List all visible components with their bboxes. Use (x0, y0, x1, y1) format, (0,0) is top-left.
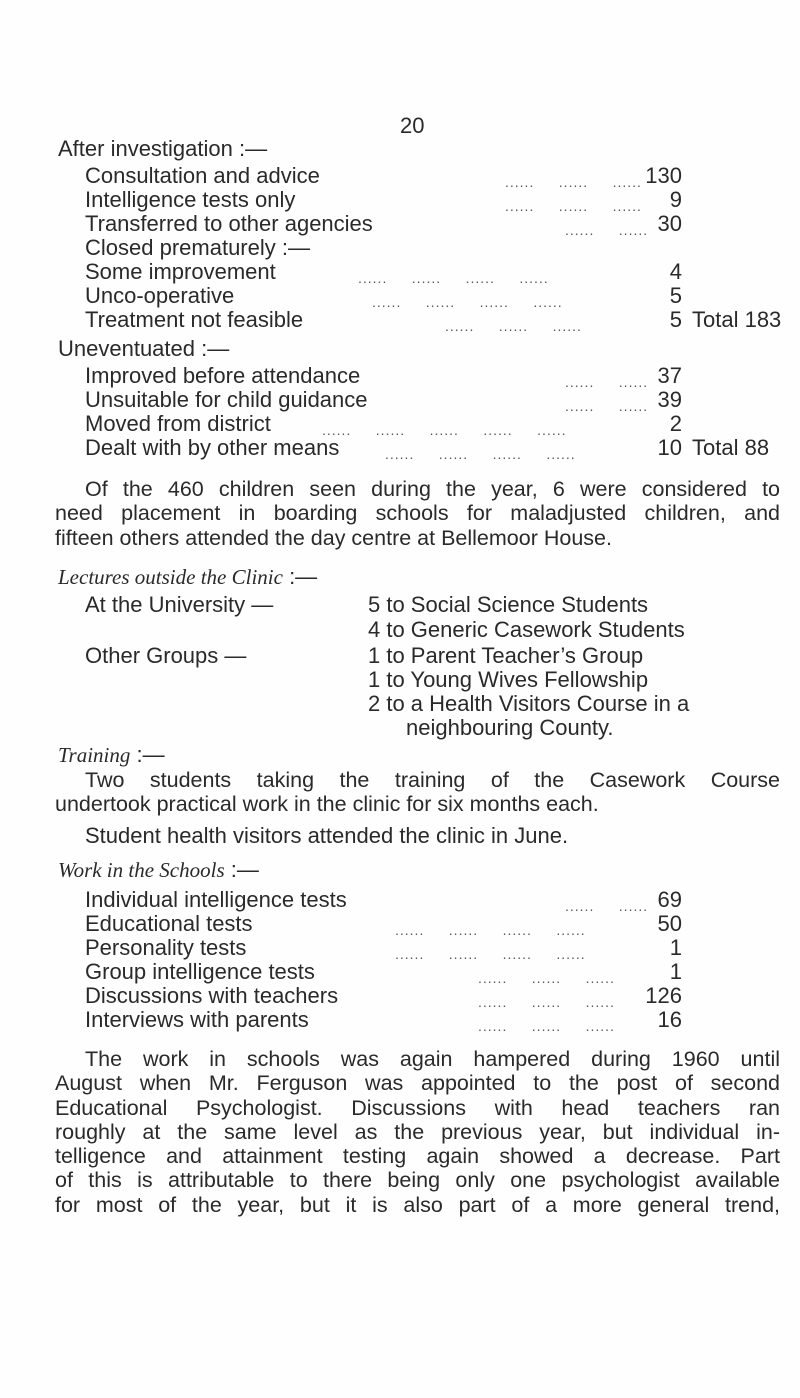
paragraph-line: roughly at the same level as the previous year, but individual in- (55, 1119, 780, 1144)
dot-leader: ...... ...... ...... ...... (385, 446, 576, 462)
stat-total: Total 183 (692, 307, 782, 332)
stat-label: Transferred to other agencies (85, 211, 373, 236)
lecture-item: 5 to Social Science Students (368, 592, 649, 617)
training-paragraph (55, 768, 780, 817)
stat-value: 10 (657, 435, 682, 460)
stat-label: Unco-operative (85, 283, 235, 308)
stat-value: 5 (669, 283, 682, 308)
school-item-label: Personality tests (85, 935, 247, 960)
heading-suffix: :— (130, 742, 165, 767)
closed-prematurely-heading: Closed prematurely :— (85, 235, 310, 260)
schools-heading-text: Work in the Schools (58, 858, 225, 882)
stat-value: 37 (657, 363, 682, 388)
stat-label: Consultation and advice (85, 163, 320, 188)
paragraph-line: Two students taking the training of the Casework Course (85, 768, 780, 792)
stat-label: Moved from district (85, 411, 271, 436)
school-item-label: Interviews with parents (85, 1007, 309, 1032)
student-visitors-text: Student health visitors attended the clinic in June. (85, 823, 569, 848)
dot-leader: ...... ...... (565, 898, 649, 914)
school-item-value: 16 (657, 1007, 682, 1032)
stat-value: 4 (669, 259, 682, 284)
lectures-heading-text: Lectures outside the Clinic (58, 565, 283, 589)
lecture-item: neighbouring County. (406, 715, 614, 740)
paragraph-line: fifteen others attended the day centre at Bellemoor House. (55, 525, 612, 550)
university-label: At the University — (85, 592, 274, 617)
paragraph-line: The work in schools was again hampered during 1960 until (85, 1047, 780, 1071)
dot-leader: ...... ...... (565, 398, 649, 414)
paragraph-line: Of the 460 children seen during the year, 6 were considered to (85, 477, 780, 501)
dot-leader: ...... ...... ...... ...... (358, 270, 549, 286)
school-item-value: 126 (645, 983, 682, 1008)
stat-value: 130 (645, 163, 682, 188)
heading-suffix: :— (282, 564, 318, 589)
schools-paragraph (55, 1047, 780, 1217)
paragraph-line: undertook practical work in the clinic for six months each. (55, 792, 599, 817)
paragraph-line: telligence and attainment testing again showed a decrease. Part (55, 1144, 780, 1169)
dot-leader: ...... ...... ...... ...... (395, 946, 586, 962)
school-item-value: 50 (657, 911, 682, 936)
paragraph-line: of this is attributable to there being only one psychologist available (55, 1168, 780, 1193)
other-groups-label: Other Groups — (85, 643, 247, 668)
lecture-item: 2 to a Health Visitors Course in a (368, 691, 690, 716)
uneventuated-heading: Uneventuated :— (58, 336, 230, 361)
school-item-value: 1 (669, 935, 682, 960)
schools-heading (58, 858, 259, 882)
after-investigation-heading: After investigation :— (58, 136, 268, 161)
dot-leader: ...... ...... ...... (505, 174, 642, 190)
school-item-label: Group intelligence tests (85, 959, 315, 984)
paragraph-line: need placement in boarding schools for maladjusted children, and (55, 501, 780, 526)
dot-leader: ...... ...... ...... ...... (372, 294, 563, 310)
paragraph-line: Educational Psychologist. Discussions with head teachers ran (55, 1095, 780, 1120)
dot-leader: ...... ...... ...... (478, 970, 615, 986)
school-item-label: Discussions with teachers (85, 983, 339, 1008)
dot-leader: ...... ...... (565, 374, 649, 390)
dot-leader: ...... ...... ...... (478, 994, 615, 1010)
lectures-heading (58, 565, 317, 589)
dot-leader: ...... ...... ...... (445, 318, 582, 334)
stat-value: 39 (657, 387, 682, 412)
school-item-label: Educational tests (85, 911, 253, 936)
dot-leader: ...... ...... ...... (478, 1018, 615, 1034)
training-heading (58, 743, 165, 767)
stat-value: 9 (669, 187, 682, 212)
dot-leader: ...... ...... ...... ...... (395, 922, 586, 938)
stat-label: Improved before attendance (85, 363, 361, 388)
lecture-item: 4 to Generic Casework Students (368, 617, 685, 642)
paragraph-line: August when Mr. Ferguson was appointed to the post of second (55, 1071, 780, 1096)
heading-suffix: :— (224, 857, 259, 882)
lecture-item: 1 to Parent Teacher’s Group (368, 643, 644, 668)
paragraph-line: for most of the year, but it is also part of a more general trend, (55, 1192, 780, 1217)
stat-label: Unsuitable for child guidance (85, 387, 368, 412)
school-item-value: 69 (657, 887, 682, 912)
lecture-item: 1 to Young Wives Fellowship (368, 667, 649, 692)
stat-total: Total 88 (692, 435, 770, 460)
school-item-label: Individual intelligence tests (85, 887, 347, 912)
dot-leader: ...... ...... ...... (505, 198, 642, 214)
stat-value: 2 (669, 411, 682, 436)
stat-value: 5 (669, 307, 682, 332)
dot-leader: ...... ...... ...... ...... ...... (322, 422, 567, 438)
dot-leader: ...... ...... (565, 222, 649, 238)
stat-label: Treatment not feasible (85, 307, 304, 332)
placement-paragraph (55, 477, 780, 550)
stat-value: 30 (657, 211, 682, 236)
page-number: 20 (400, 113, 425, 138)
training-heading-text: Training (58, 743, 131, 767)
stat-label: Some improvement (85, 259, 276, 284)
stat-label: Intelligence tests only (85, 187, 296, 212)
stat-label: Dealt with by other means (85, 435, 340, 460)
school-item-value: 1 (669, 959, 682, 984)
